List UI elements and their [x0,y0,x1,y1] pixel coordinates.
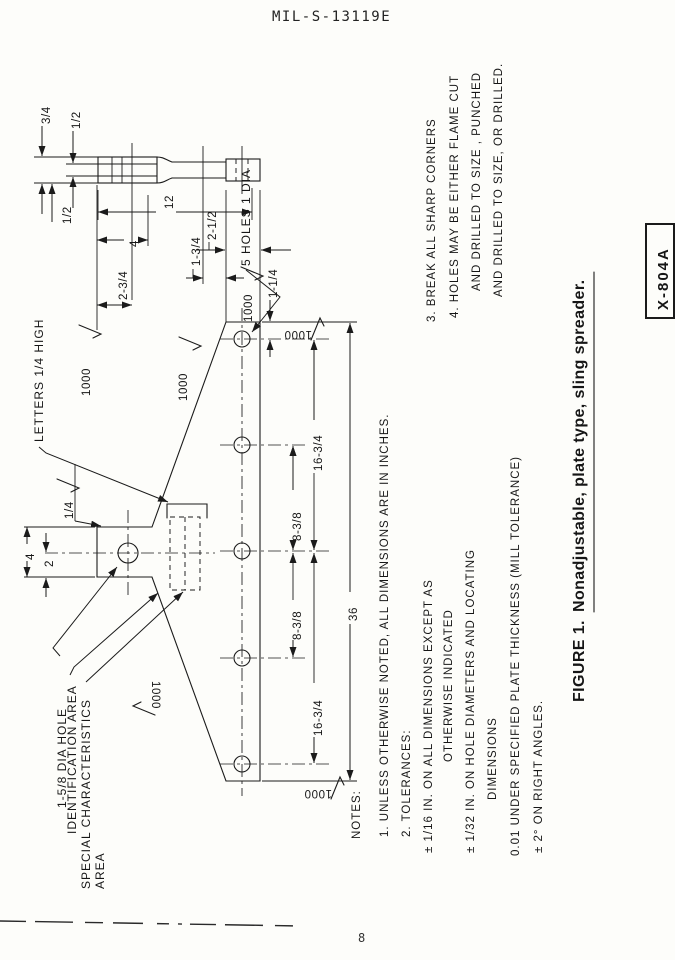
svg-text:16-3/4: 16-3/4 [313,434,325,471]
svg-text:1000: 1000 [178,373,190,401]
note-4a: 4. HOLES MAY BE EITHER FLAME CUT [449,74,461,318]
finish-mark-top-end [284,318,324,340]
note-2: 2. TOLERANCES: [401,729,413,837]
svg-text:LETTERS 1/4 HIGH: LETTERS 1/4 HIGH [32,318,46,442]
svg-text:IDENTIFICATION AREA: IDENTIFICATION AREA [65,685,79,834]
svg-text:1-3/4: 1-3/4 [191,236,203,266]
tolerance-4: ± 2° ON RIGHT ANGLES. [533,699,545,853]
svg-text:8-3/8: 8-3/8 [292,610,304,640]
svg-text:2-1/2: 2-1/2 [207,210,219,240]
svg-text:SPECIAL CHARACTERISTICS: SPECIAL CHARACTERISTICS [79,699,93,889]
drawing-stamp [646,224,674,318]
svg-text:36: 36 [348,607,360,621]
svg-text:2: 2 [44,560,56,567]
tolerance-2b: DIMENSIONS [487,717,499,800]
note-3: 3. BREAK ALL SHARP CORNERS [426,118,438,322]
projection-lines [97,146,260,330]
svg-text:12: 12 [164,195,176,209]
svg-text:1-5/8 DIA HOLE: 1-5/8 DIA HOLE [55,707,69,808]
svg-text:1/4: 1/4 [64,501,76,519]
label-id-plate-height [57,464,101,526]
svg-text:8-3/8: 8-3/8 [292,511,304,541]
svg-text:2-3/4: 2-3/4 [118,270,130,300]
finish-marks [79,267,344,799]
tolerance-1a: ± 1/16 IN. ON ALL DIMENSIONS EXCEPT AS [423,579,435,853]
finish-mark-upper-diagonal [178,337,201,401]
dim-boss-width [24,527,95,577]
finish-mark-left [79,325,101,396]
note-4b: AND DRILLED TO SIZE , PUNCHED [471,71,483,291]
svg-text:1000: 1000 [149,681,161,709]
dim-overall-height [98,188,252,220]
svg-text:1000: 1000 [243,294,255,322]
finish-mark-lower-diagonal [133,681,161,715]
label-letters [32,319,168,502]
note-1: 1. UNLESS OTHERWISE NOTED, ALL DIMENSIONS ARE IN INCHES. [379,413,391,837]
dim-plate-thickness-b [52,184,74,224]
identification-plate [167,504,207,590]
figure-number: FIGURE 1. [571,620,588,702]
notes-title: NOTES: [351,790,363,839]
scan-artifact-line [0,921,300,926]
boss-hole [45,510,215,597]
figure-title: Nonadjustable, plate type, sling spreader. [571,279,588,612]
figure-caption [571,272,594,702]
svg-text:4: 4 [129,240,141,247]
svg-text:1/2: 1/2 [71,111,83,129]
tolerance-2a: ± 1/32 IN. ON HOLE DIAMETERS AND LOCATING [465,549,477,853]
svg-text:3/4: 3/4 [41,106,53,124]
svg-text:5 HOLES 1 DIA: 5 HOLES 1 DIA [239,168,253,266]
svg-text:1/2: 1/2 [62,206,74,224]
svg-text:1000: 1000 [304,787,332,799]
edge-view [98,143,260,198]
label-special-area [79,592,183,889]
tolerance-1b: OTHERWISE INDICATED [443,609,455,762]
dim-overall-length [262,322,360,781]
svg-text:1000: 1000 [284,328,312,340]
svg-text:4: 4 [25,553,37,560]
doc-number: MIL-S-13119E [272,9,392,25]
dim-hole-spacing [292,340,325,763]
svg-text:16-3/4: 16-3/4 [313,699,325,736]
dim-hole-offset-side [97,271,132,305]
dim-plate-thickness-a [66,111,98,208]
dim-boss-hole-offset [44,533,56,597]
dim-boss-side [97,240,148,247]
finish-mark-bottom-end [304,777,344,799]
dim-thickness-total [34,106,98,214]
notes-block [351,63,545,856]
stamp-text: X-804A [655,247,672,310]
tolerance-3: 0.01 UNDER SPECIFIED PLATE THICKNESS (MILL TOLERANCE) [510,455,522,856]
page-number: 8 [358,931,366,945]
dim-edge-offset [186,237,244,278]
svg-text:1-1/4: 1-1/4 [268,268,280,298]
note-4c: AND DRILLED TO SIZE, OR DRILLED. [493,62,505,297]
dim-end-to-hole [268,269,280,357]
svg-text:1000: 1000 [81,368,93,396]
svg-text:AREA: AREA [93,852,107,889]
